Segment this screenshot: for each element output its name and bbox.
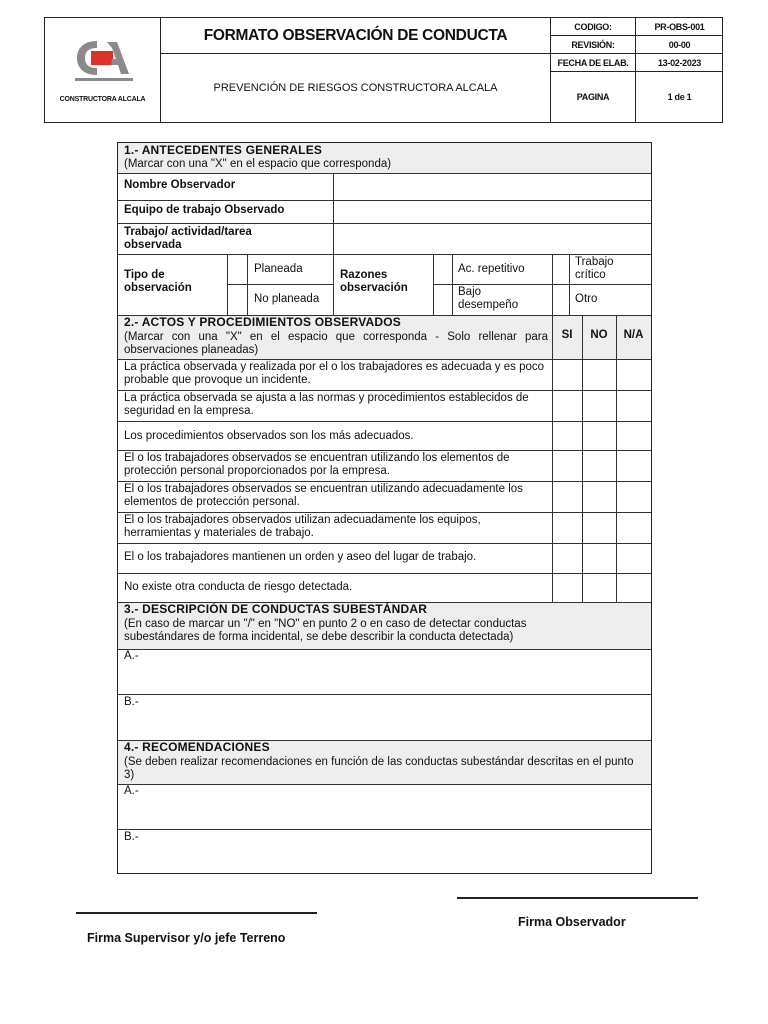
checkbox-trabajo-critico[interactable] — [553, 255, 569, 284]
field-label-nombre-observador: Nombre Observador — [124, 179, 236, 191]
observer-signature-label: Firma Observador — [518, 915, 626, 929]
item-4: El o los trabajadores observados se encuentran utilizando los elementos de protección personal proporcionados por la empresa. — [124, 452, 510, 477]
checkbox-otro[interactable] — [553, 285, 569, 314]
item-5: El o los trabajadores observados se encuentran utilizando adecuadamente los elementos de protección personal. — [124, 483, 523, 508]
option-bajo-desempeno: Bajo desempeño — [458, 286, 519, 311]
section3-row-b[interactable]: B.- — [124, 696, 139, 708]
column-si: SI — [561, 329, 573, 341]
meta-key: PAGINA — [551, 72, 636, 122]
tipo-observacion-label: Tipo de observación — [124, 269, 192, 294]
supervisor-signature-label: Firma Supervisor y/o jefe Terreno — [87, 931, 286, 945]
section1-title: 1.- ANTECEDENTES GENERALES — [124, 143, 323, 157]
razones-observacion-label: Razones observación — [340, 269, 408, 294]
section1-hint: (Marcar con una "X" en el espacio que corresponda) — [124, 158, 392, 170]
field-label-trabajo-observado: Trabajo/ actividad/tarea observada — [124, 226, 252, 251]
section4-row-b[interactable]: B.- — [124, 831, 139, 843]
item-1: La práctica observada y realizada por el o los trabajadores es adecuada y es poco probable que provoque un incidente. — [124, 361, 545, 386]
section4-row-a[interactable]: A.- — [124, 785, 139, 797]
option-no-planeada: No planeada — [254, 293, 320, 305]
company-name: CONSTRUCTORA ALCALA — [59, 96, 146, 103]
item-2: La práctica observada se ajusta a las normas y procedimientos establecidos de seguridad en la empresa. — [124, 392, 529, 417]
checkbox-planeada[interactable] — [228, 255, 247, 284]
document-title: FORMATO OBSERVACIÓN DE CONDUCTA — [161, 18, 551, 54]
section2-hint: (Marcar con una "X" en el espacio que corresponda - Solo rellenar para observaciones planeadas) — [124, 331, 548, 356]
section3-hint: (En caso de marcar un "/" en "NO" en punto 2 o en caso de detectar conductas subestándares de forma incidental, se debe describir la conducta detectada) — [124, 618, 527, 643]
item-8: No existe otra conducta de riesgo detectada. — [124, 581, 353, 593]
company-logo-icon — [45, 18, 160, 98]
meta-row-codigo — [551, 18, 723, 36]
item-3: Los procedimientos observados son los más adecuados. — [124, 430, 414, 442]
company-logo — [45, 18, 161, 122]
document-meta — [551, 18, 723, 122]
option-trabajo-critico: Trabajo crítico — [575, 256, 614, 281]
meta-value: PR-OBS-001 — [654, 21, 705, 32]
meta-row-revision — [551, 36, 723, 54]
option-ac-repetitivo: Ac. repetitivo — [458, 263, 525, 275]
item-7: El o los trabajadores mantienen un orden y aseo del lugar de trabajo. — [124, 551, 477, 563]
meta-key: FECHA DE ELAB. — [551, 54, 636, 71]
observation-form — [117, 142, 652, 874]
section2-title: 2.- ACTOS Y PROCEDIMIENTOS OBSERVADOS — [124, 315, 402, 329]
meta-key: REVISIÓN: — [551, 36, 636, 53]
checkbox-ac-repetitivo[interactable] — [434, 255, 452, 284]
section4-hint: (Se deben realizar recomendaciones en función de las conductas subestándar descritas en el punto 3) — [124, 756, 634, 781]
checkbox-no-planeada[interactable] — [228, 285, 247, 314]
document-subtitle: PREVENCIÓN DE RIESGOS CONSTRUCTORA ALCALA — [161, 54, 551, 122]
section3-row-a[interactable]: A.- — [124, 650, 139, 662]
meta-row-fecha — [551, 54, 723, 72]
option-otro: Otro — [575, 293, 598, 305]
document-header — [44, 17, 723, 123]
checkbox-bajo-desempeno[interactable] — [434, 285, 452, 314]
observer-signature-line — [457, 897, 698, 899]
meta-value: 00-00 — [668, 39, 691, 50]
meta-row-pagina — [551, 72, 723, 122]
section3-title: 3.- DESCRIPCIÓN DE CONDUCTAS SUBESTÁNDAR — [124, 602, 428, 616]
field-input-nombre-observador[interactable] — [334, 174, 651, 200]
meta-value: 13-02-2023 — [657, 57, 702, 68]
column-no: NO — [590, 329, 608, 341]
field-label-equipo-observado: Equipo de trabajo Observado — [124, 204, 285, 216]
item-6: El o los trabajadores observados utilizan adecuadamente los equipos, herramientas y materiales de trabajo. — [124, 514, 481, 539]
column-na: N/A — [623, 329, 644, 341]
field-input-equipo-observado[interactable] — [334, 201, 651, 223]
option-planeada: Planeada — [254, 263, 303, 275]
section4-title: 4.- RECOMENDACIONES — [124, 740, 270, 754]
field-input-trabajo-observado[interactable] — [334, 224, 651, 254]
meta-key: CODIGO: — [551, 18, 636, 35]
meta-value: 1 de 1 — [667, 92, 692, 102]
supervisor-signature-line — [76, 912, 317, 914]
